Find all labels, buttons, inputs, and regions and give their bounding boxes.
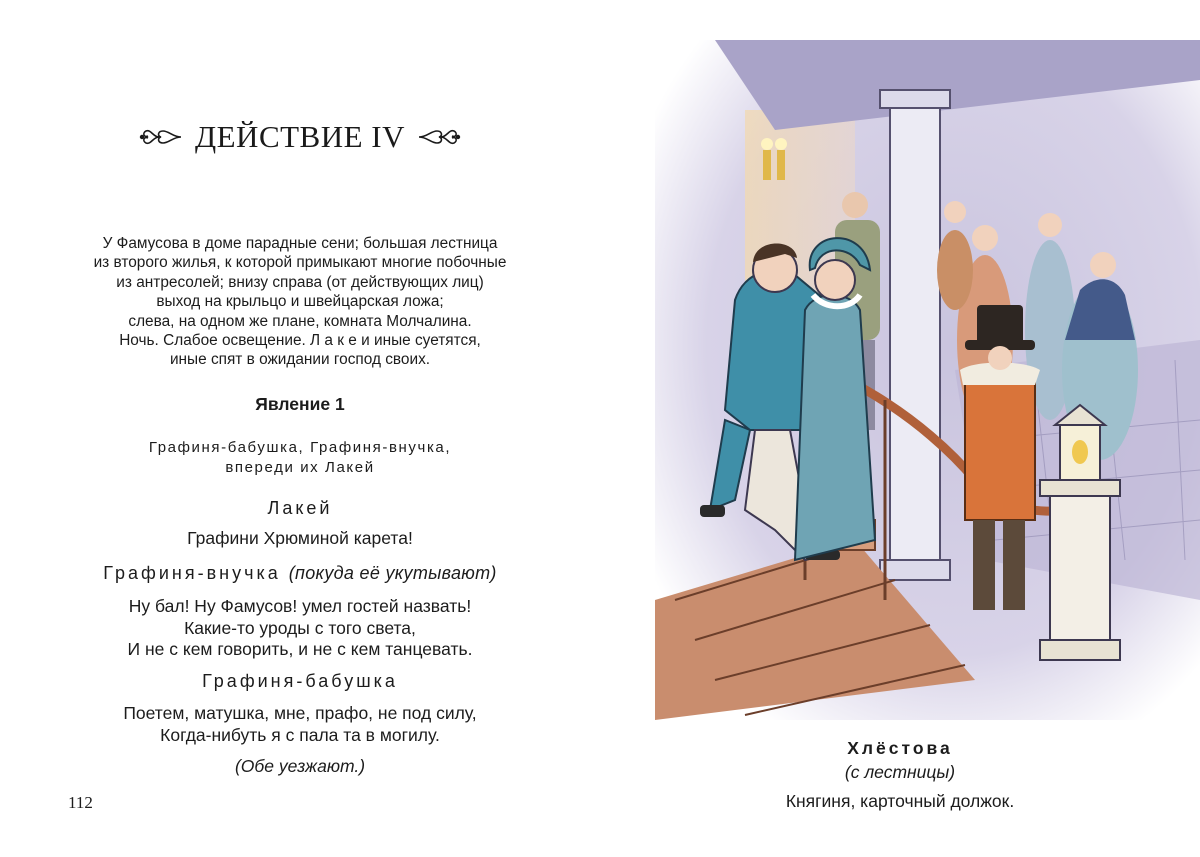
act-title: ДЕЙСТВИЕ IV <box>194 119 406 154</box>
speech-grafinya-vnuchka <box>0 596 600 661</box>
stage-direction-line: из второго жилья, к которой примыкают многие побочные <box>93 254 507 272</box>
verse-line: Княгиня, карточный должок. <box>785 791 1015 811</box>
ornament-right-icon <box>417 123 461 151</box>
stage-direction <box>0 234 600 370</box>
character-list <box>0 438 600 478</box>
speaker-khlyostova: Хлёстова <box>847 738 953 758</box>
verse-line: Какие-то уроды с того света, <box>184 617 416 638</box>
scene-title: Явление 1 <box>255 394 345 414</box>
stage-direction-line: иные спят в ожидании господ своих. <box>169 351 431 369</box>
stage-direction-line: из антресолей; внизу справа (от действующих лиц) <box>116 273 484 291</box>
stage-direction-line: выход на крыльцо и швейцарская ложа; <box>156 293 444 311</box>
illustration-staircase-scene <box>655 40 1200 720</box>
speech-grafinya-babushka <box>0 703 600 746</box>
act-heading <box>0 112 600 162</box>
ornament-left-icon <box>139 123 183 151</box>
newel-post <box>1040 480 1120 660</box>
verse-line: Ну бал! Ну Фамусов! умел гостей назвать! <box>128 596 472 616</box>
speaker-lakey: Лакей <box>267 498 333 518</box>
verse-line: Когда-нибуть я с пала та в могилу. <box>160 724 440 745</box>
speaker-direction: (покуда её укутывают) <box>288 563 497 583</box>
stage-direction-line: У Фамусова в доме парадные сени; большая лестница <box>102 235 498 252</box>
verse-line: Поетем, матушка, мне, прафо, не под силу, <box>123 703 477 723</box>
character-line: впереди их Лакей <box>225 459 375 476</box>
character-line: Графиня-бабушка, Графиня-внучка, <box>148 439 452 456</box>
stage-direction-line: Ночь. Слабое освещение. Л а к е и иные суетятся, <box>119 332 481 350</box>
verse-line: Графини Хрюминой карета! <box>187 528 413 548</box>
page-number: 112 <box>68 793 93 812</box>
speaker-name: Графиня-внучка <box>103 563 281 583</box>
speaker-grafinya-babushka: Графиня-бабушка <box>202 671 398 691</box>
speaker-direction: (с лестницы) <box>844 762 956 782</box>
stage-direction-line: слева, на одном же плане, комната Молчалина. <box>128 312 472 330</box>
right-page <box>600 0 1200 857</box>
speaker-grafinya-vnuchka <box>0 563 600 584</box>
column <box>890 100 940 570</box>
speech-lakey <box>0 528 600 550</box>
exit-direction: (Обе уезжают.) <box>234 756 366 776</box>
verse-line: И не с кем говорить, и не с кем танцевать. <box>127 639 473 659</box>
